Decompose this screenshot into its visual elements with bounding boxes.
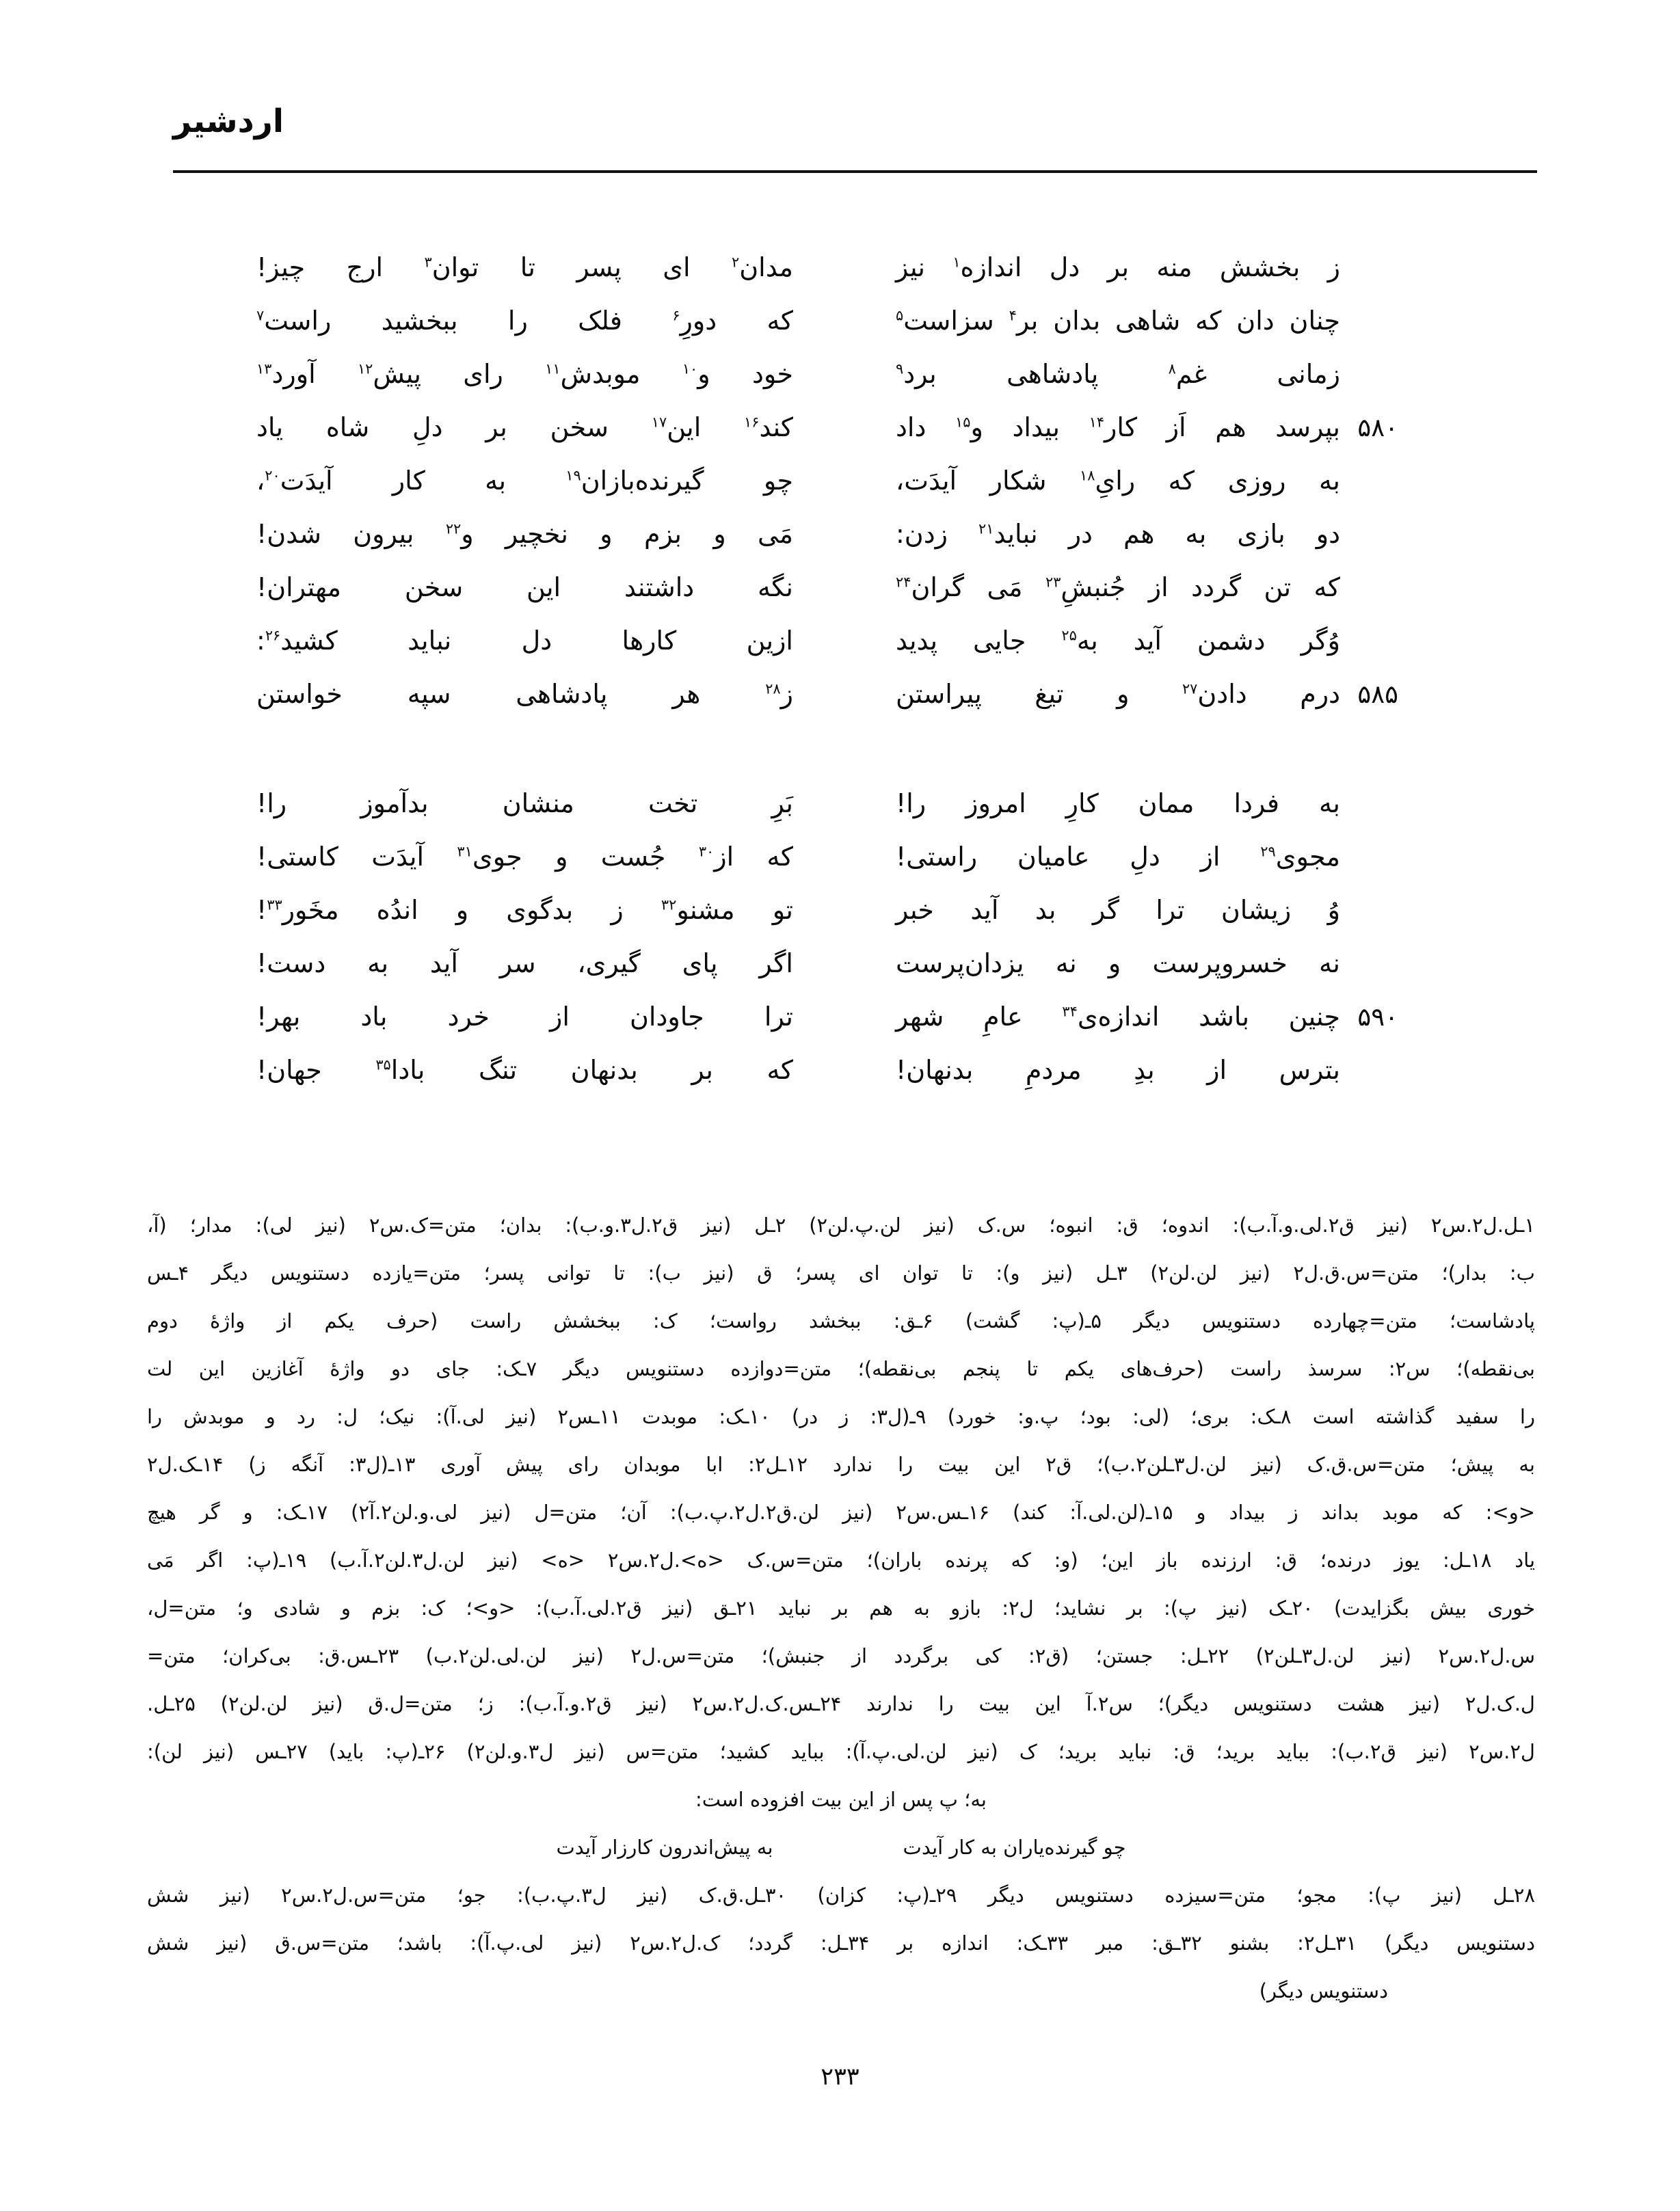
verse-row [256, 507, 1398, 561]
hemistich-right: چنان دان که شاهی بدان بر$^۴$ سزاست$^۵$ [896, 306, 1340, 336]
hemistich-left: مدان$^۲$ ای پسر تا توان$^۳$ ارج چیز! [256, 252, 793, 282]
verse-row [256, 990, 1398, 1043]
hemistich-left: خود و$^{۱۰}$ موبدش$^{۱۱}$ رای پیش$^{۱۲}$ آورد$^{۱۳}$ [256, 359, 793, 389]
poem-block [256, 241, 1398, 1097]
page-number: ۲۳۳ [821, 2063, 859, 2091]
hemistich-right: دو بازی به هم در نباید$^{۲۱}$ زدن: [896, 519, 1340, 549]
inserted-verse-right: چو گیرنده‌یاران به کار آیدت [903, 1836, 1126, 1859]
apparatus-line: <و>: که موبد بداند ز بیداد و ۱۵ـ(لن.لی.آ: کند) ۱۶ـس.س۲ (نیز لن.ق۲.ل۲.پ.ب): آن؛ متن=ل (نیز لی.و.لن۲.آ۲) ۱۷ـک: و گر هیچ [147, 1501, 1535, 1524]
verse-row [256, 883, 1398, 937]
verse-row [256, 347, 1398, 401]
hemistich-right: وُ زیشان ترا گر بد آید خبر [896, 895, 1340, 925]
apparatus-line: بی‌نقطه)؛ س۲: سرسذ راست (حرف‌های یکم تا پنجم بی‌نقطه)؛ متن=دوازده دستنویس دیگر ۷ـک: جای دو واژهٔ آغازین این لت [147, 1357, 1536, 1380]
hemistich-right: چنین باشد اندازه‌ی$^{۳۴}$ عامِ شهر [896, 1002, 1340, 1032]
hemistich-left: که دورِ$^۶$ فلک را ببخشید راست$^۷$ [256, 306, 793, 336]
hemistich-left: مَی و بزم و نخچیر و$^{۲۲}$ بیرون شدن! [256, 519, 793, 549]
apparatus-line: ۲۸ـل (نیز پ): مجو؛ متن=سیزده دستنویس دیگر ۲۹ـ(پ: کزان) ۳۰ـل.ق.ک (نیز ل۳.پ.ب): جو؛ متن=س.ل۲.س۲ (نیز شش [147, 1884, 1535, 1907]
verse-row [256, 561, 1398, 614]
hemistich-left: تو مشنو$^{۳۲}$ ز بدگوی و اندُه مخَور$^{۳۳}$! [256, 895, 793, 925]
verse-number: ۵۸۵ [1357, 679, 1398, 709]
verse-row [256, 667, 1398, 721]
hemistich-left: ز$^{۲۸}$ هر پادشاهی سپه خواستن [256, 679, 793, 709]
apparatus-line: دستنویس دیگر) ۳۱ـل۲: بشنو ۳۲ـق: مبر ۳۳ـک: اندازه بر ۳۴ـل: گردد؛ ک.ل۲.س۲ (نیز لی.پ.آ): باشد؛ متن=س.ق (نیز شش [147, 1931, 1535, 1955]
apparatus-line: یاد ۱۸ـل: یوز درنده؛ ق: ارزنده باز این؛ (و: که پرنده باران)؛ متن=س.ک <ه>.ل۲.س۲ <ه> (نیز لن.ل۳.لن۲.آ.ب) ۱۹ـ(پ: اگر مَی [147, 1549, 1536, 1572]
hemistich-right: به فردا ممان کارِ امروز را! [896, 788, 1340, 818]
verse-row [256, 1043, 1398, 1097]
running-head: اردشیر [173, 103, 284, 140]
verse-row [256, 830, 1398, 883]
hemistich-right: درم دادن$^{۲۷}$ و تیغ پیراستن [896, 679, 1341, 709]
verse-row [256, 241, 1398, 294]
hemistich-right: مجوی$^{۲۹}$ از دلِ عامیان راستی! [896, 842, 1340, 872]
hemistich-left: که بر بدنهان تنگ بادا$^{۳۵}$ جهان! [256, 1055, 793, 1085]
apparatus-line: ۱ـل.ل۲.س۲ (نیز ق۲.لی.و.آ.ب): اندوه؛ ق: انبوه؛ س.ک (نیز لن.پ.لن۲) ۲ـل (نیز ق۲.ل۳.و.ب): بدان؛ متن=ک.س۲ (نیز لی): مدار؛ (آ، [147, 1214, 1535, 1237]
hemistich-left: ترا جاودان از خرد باد بهر! [256, 1002, 793, 1032]
hemistich-left: ازین کارها دل نباید کشید$^{۲۶}$: [256, 626, 793, 656]
critical-apparatus [147, 1201, 1535, 2015]
header-rule [173, 170, 1537, 173]
hemistich-right: که تن گردد از جُنبشِ$^{۲۳}$ مَی گران$^{۲۴}$ [896, 572, 1340, 602]
inserted-verse-left: به پیش‌اندرون کارزار آیدت [556, 1836, 773, 1859]
apparatus-line: به پیش؛ متن=س.ق.ک (نیز لن.ل۳ـلن۲.ب)؛ ق۲ این بیت را ندارد ۱۲ـل۲: ابا موبدان رای پیش آوری ۱۳ـ(ل۳: آنگه ز) ۱۴ـک.ل۲ [147, 1453, 1535, 1476]
hemistich-left: چو گیرنده‌بازان$^{۱۹}$ به کار آیدَت$^{۲۰}$، [256, 466, 794, 496]
hemistich-left: بَرِ تخت منشان بدآموز را! [256, 788, 793, 818]
verse-number: ۵۹۰ [1357, 1002, 1398, 1032]
apparatus-line: س.ل۲.س۲ (نیز لن.ل۳ـلن۲) ۲۲ـل: جستن؛ (ق۲: کی برگردد از جنبش)؛ متن=س.ل۲ (نیز لن.لی.لن۲.ب) ۲۳ـس.ق: بی‌کران؛ متن= [147, 1644, 1535, 1667]
apparatus-note-intro: به؛ پ پس از این بیت افزوده است: [695, 1788, 987, 1811]
apparatus-line: ل.ک.ل۲ (نیز هشت دستنویس دیگر)؛ س۲.آ این بیت را ندارند ۲۴ـس.ک.ل۲.س۲ (نیز ق۲.و.آ.ب): ز؛ متن=ل.ق (نیز لن.لن۲) ۲۵ـل. [147, 1692, 1535, 1715]
apparatus-line: را سفید گذاشته است ۸ـک: بری؛ (لی: بود؛ پ.و: خورد) ۹ـ(ل۳: ز در) ۱۰ـک: موبدت ۱۱ـس۲ (نیز لی.آ): نیک؛ ل: رد و موبدش را [147, 1405, 1535, 1428]
hemistich-right: ز بخشش منه بر دل اندازه$^۱$ نیز [896, 252, 1340, 282]
verse-number: ۵۸۰ [1357, 412, 1398, 442]
apparatus-line: ل۲.س۲ (نیز ق۲.ب): بباید برید؛ ق: نباید برید؛ ک (نیز لن.لی.پ.آ): بباید کشید؛ متن=س (نیز ل۳.و.لن۲) ۲۶ـ(پ: باید) ۲۷ـس (نیز لن): [147, 1740, 1535, 1763]
hemistich-right: به روزی که رایِ$^{۱۸}$ شکار آیدَت، [896, 466, 1340, 496]
hemistich-left: نگه داشتند این سخن مهتران! [256, 572, 793, 602]
verse-row [256, 937, 1398, 990]
verse-row [256, 454, 1398, 507]
hemistich-right: نه خسروپرست و نه یزدان‌پرست [896, 948, 1340, 978]
verse-row [256, 401, 1398, 454]
apparatus-inserted-verse [147, 1823, 1535, 1871]
hemistich-left: کند$^{۱۶}$ این$^{۱۷}$ سخن بر دلِ شاه یاد [256, 412, 794, 442]
hemistich-left: اگر پای گیری، سر آید به دست! [256, 948, 793, 978]
apparatus-line: ب: بدار)؛ متن=س.ق.ل۲ (نیز لن.لن۲) ۳ـل (نیز و): تا توان ای پسر؛ ق (نیز ب): تا توانی پسر؛ متن=یازده دستنویس دیگر ۴ـس [147, 1261, 1535, 1285]
hemistich-right: بترس از بدِ مردمِ بدنهان! [896, 1055, 1340, 1085]
apparatus-line: خوری بیش بگزایدت) ۲۰ـک (نیز پ): بر نشاید؛ ل۲: بازو به هم بر نباید ۲۱ـق (نیز ق۲.لی.آ.ب): <و>؛ ک: بزم و شادی و؛ متن=ل، [147, 1596, 1535, 1620]
verse-row [256, 614, 1398, 667]
verse-row [256, 777, 1398, 830]
hemistich-right: زمانی غم$^۸$ پادشاهی برد$^۹$ [896, 359, 1340, 389]
hemistich-left: که از$^{۳۰}$ جُست و جوی$^{۳۱}$ آیدَت کاستی! [256, 842, 793, 872]
hemistich-right: وُگر دشمن آید به$^{۲۵}$ جایی پدید [896, 626, 1340, 656]
apparatus-line-last: دستنویس دیگر) [1259, 1979, 1388, 2002]
hemistich-right: بپرسد هم اَز کار$^{۱۴}$ بیداد و$^{۱۵}$ داد [896, 412, 1341, 442]
apparatus-line: پادشاست؛ متن=چهارده دستنویس دیگر ۵ـ(پ: گشت) ۶ـق: ببخشد رواست؛ ک: ببخشش راست (حرف یکم از واژهٔ دوم [147, 1309, 1535, 1332]
verse-row [256, 294, 1398, 347]
